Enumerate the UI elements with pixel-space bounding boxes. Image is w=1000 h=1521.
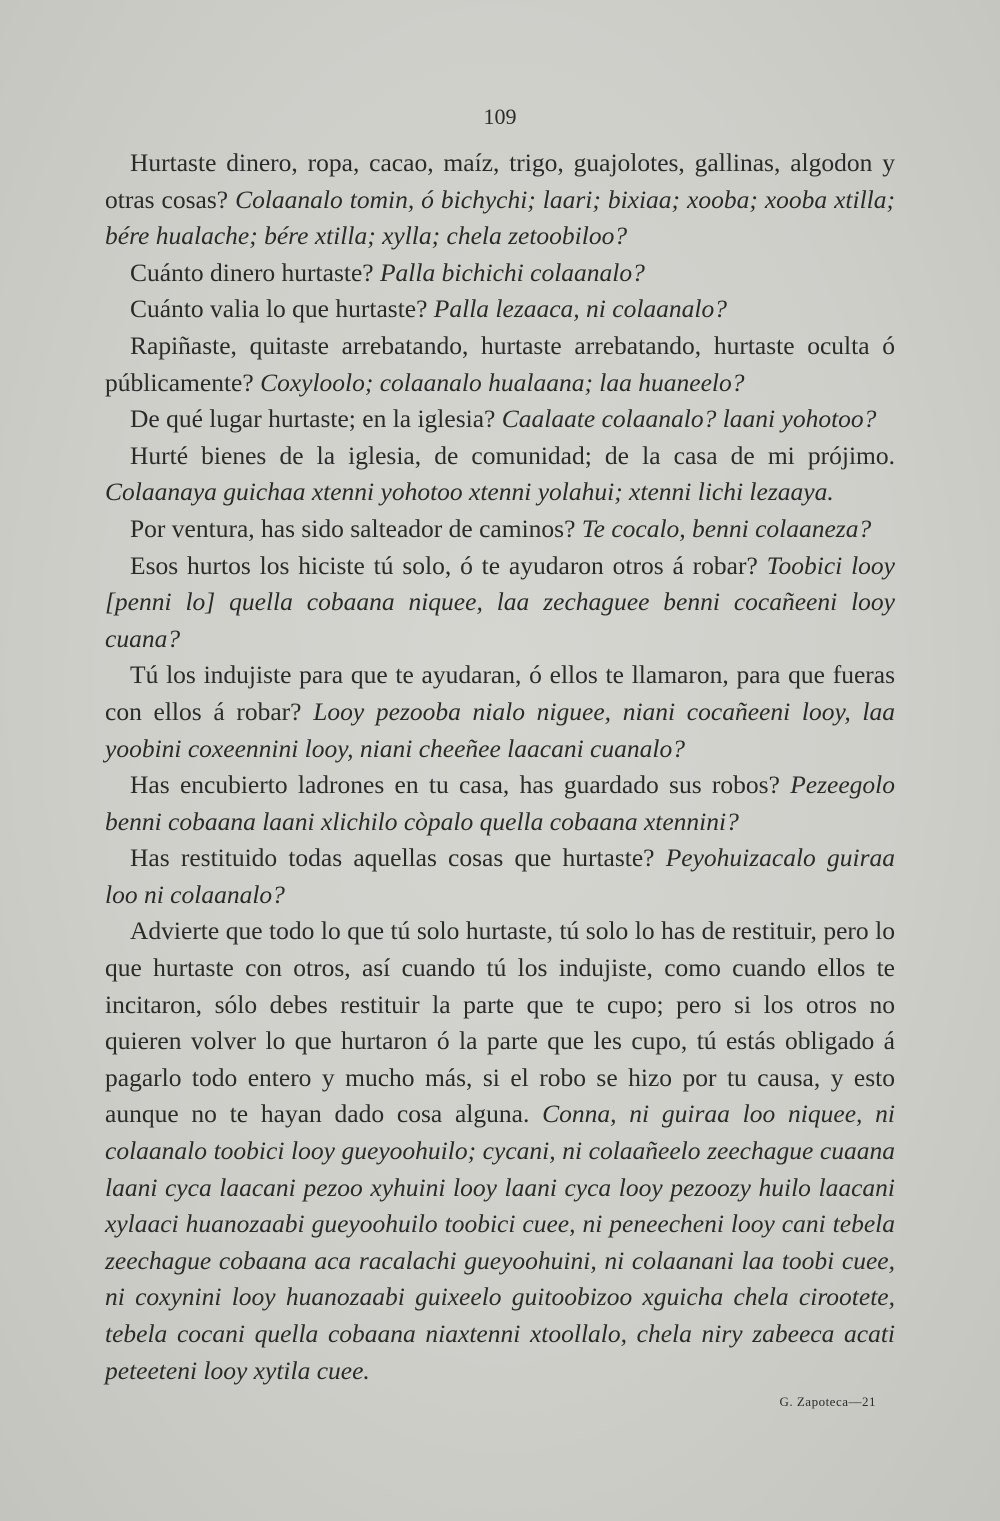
spanish-text: De qué lugar hurtaste; en la iglesia? xyxy=(130,404,496,434)
paragraph xyxy=(105,548,895,658)
paragraph xyxy=(105,401,895,438)
paragraph xyxy=(105,291,895,328)
zapotec-text: Te cocalo, benni colaaneza? xyxy=(581,513,872,543)
spanish-text: Advierte que todo lo que tú solo hurtaste, tú solo lo has de restituir, pero lo que hurtaste con otros, así cuando tú los indujiste, como cuando ellos te incitaron, sólo debes restituir la parte que te cupo; pero si los otros no quieren volver lo que hurtaron ó la parte que les cupo, tú estás obligado á pagarlo todo entero y mucho más, si el robo se hizo por tu causa, y esto aunque no te hayan dado cosa alguna. xyxy=(105,916,895,1129)
paragraph xyxy=(105,255,895,292)
paragraph xyxy=(105,913,895,1389)
spanish-text: Esos hurtos los hiciste tú solo, ó te ayudaron otros á robar? xyxy=(130,550,758,580)
spanish-text: Has encubierto ladrones en tu casa, has guardado sus robos? xyxy=(130,770,780,800)
spanish-text: Hurtaste dinero, ropa, cacao, maíz, trigo, guajolotes, gallinas, algodon y otras cosas? xyxy=(105,148,895,214)
zapotec-text: Coxyloolo; colaanalo hualaana; laa huaneelo? xyxy=(260,367,745,397)
zapotec-text: Conna, ni guiraa loo niquee, ni colaanalo toobici looy gueyoohuilo; cycani, ni colaañeelo zeechague cuaana laani cyca laacani pezoo xyhuini looy laani cyca looy pezoozy huilo laacani xylaaci huanozaabi gueyoohuilo toobici cuee, ni peneecheni looy cani tebela zeechague cobaana aca racalachi gueyoohuini, ni colaanani laa toobi cuee, ni coxynini looy huanozaabi guixeelo guitoobizoo xguicha chela cirootete, tebela cocani quella cobaana niaxtenni xtoollalo, chela niry zabeeca acati peteeteni looy xytila cuee. xyxy=(105,1099,895,1385)
spanish-text: Has restituido todas aquellas cosas que hurtaste? xyxy=(130,843,655,873)
spanish-text: Tú los indujiste para que te ayudaran, ó ellos te llamaron, para que fueras con ellos á robar? xyxy=(105,660,895,726)
spanish-text: Cuánto valia lo que hurtaste? xyxy=(130,294,428,324)
paragraph xyxy=(105,438,895,511)
spanish-text: Hurté bienes de la iglesia, de comunidad; de la casa de mi prójimo. xyxy=(130,440,895,470)
paragraph xyxy=(105,657,895,767)
zapotec-text: Peyohuizacalo guiraa loo ni colaanalo? xyxy=(105,843,895,909)
spanish-text: Rapiñaste, quitaste arrebatando, hurtaste arrebatando, hurtaste oculta ó públicamente? xyxy=(105,330,895,397)
printer-signature: G. Zapoteca—21 xyxy=(779,1394,876,1409)
page-number: 109 xyxy=(483,104,517,129)
paragraph xyxy=(105,145,895,255)
paragraph xyxy=(105,840,895,913)
zapotec-text: Colaanalo tomin, ó bichychi; laari; bixiaa; xooba; xooba xtilla; bére hualache; bére xtilla; xylla; chela zetoobiloo? xyxy=(105,184,896,251)
zapotec-text: Caalaate colaanalo? laani yohotoo? xyxy=(501,404,877,434)
zapotec-text: Pezeegolo benni cobaana laani xlichilo còpalo quella cobaana xtennini? xyxy=(105,770,896,836)
zapotec-text: Toobici looy [penni lo] quella cobaana niquee, laa zechaguee benni cocañeeni looy cuana? xyxy=(105,550,896,653)
spanish-text: Cuánto dinero hurtaste? xyxy=(130,257,374,287)
zapotec-text: Palla lezaaca, ni colaanalo? xyxy=(433,294,728,324)
paragraph xyxy=(105,328,895,401)
zapotec-text: Palla bichichi colaanalo? xyxy=(379,257,645,287)
paragraph xyxy=(105,511,895,548)
paragraph xyxy=(105,767,895,840)
zapotec-text: Colaanaya guichaa xtenni yohotoo xtenni yolahui; xtenni lichi lezaaya. xyxy=(105,477,834,507)
zapotec-text: Looy pezooba nialo niguee, niani cocañeeni looy, laa yoobini coxeennini looy, niani cheeñee laacani cuanalo? xyxy=(105,696,895,763)
main-text xyxy=(105,145,895,1389)
spanish-text: Por ventura, has sido salteador de caminos? xyxy=(130,513,576,543)
